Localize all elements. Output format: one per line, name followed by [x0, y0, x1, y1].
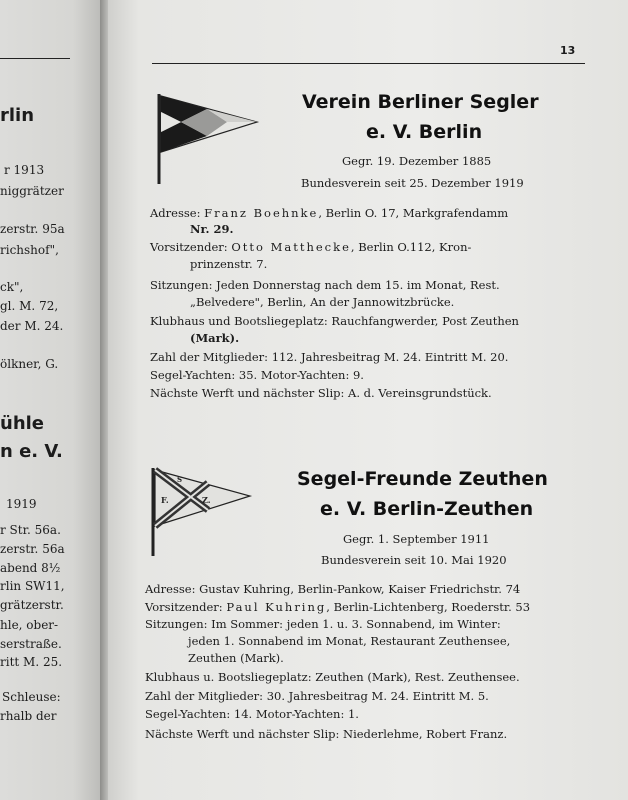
club-address-cont: Nr. 29.	[190, 222, 234, 236]
left-fragment: hle, ober-	[0, 618, 59, 632]
club-members: Zahl der Mitglieder: 112. Jahresbeitrag M. 24. Eintritt M. 20.	[150, 350, 509, 364]
club-pennant-icon	[155, 92, 261, 188]
left-fragment: 1919	[6, 497, 37, 511]
club-meetings: Sitzungen: Im Sommer: jeden 1. u. 3. Sonnabend, im Winter:	[145, 617, 501, 631]
left-fragment: Schleuse:	[2, 690, 61, 704]
club-clubhouse-cont: (Mark).	[190, 331, 240, 345]
club-founded: Gegr. 19. Dezember 1885	[342, 154, 492, 168]
left-fragment: rhalb der	[0, 709, 57, 723]
left-fragment: zerstr. 95a	[0, 222, 65, 236]
left-fragment: ritt M. 25.	[0, 655, 63, 669]
pennant-letter: Z.	[202, 495, 211, 505]
left-fragment: ölkner, G.	[0, 357, 59, 371]
club-shipyard: Nächste Werft und nächster Slip: Niederlehme, Robert Franz.	[145, 727, 508, 741]
pennant-letter: S	[177, 475, 183, 484]
left-fragment: abend 8½	[0, 561, 61, 575]
left-fragment: richshof",	[0, 243, 59, 257]
left-fragment: zerstr. 56a	[0, 542, 65, 556]
left-page	[0, 0, 104, 800]
club-clubhouse: Klubhaus u. Bootsliegeplatz: Zeuthen (Mark), Rest. Zeuthensee.	[145, 670, 520, 684]
club-meetings-cont: jeden 1. Sonnabend im Monat, Restaurant Zeuthensee,	[188, 634, 511, 648]
club-yachts: Segel-Yachten: 35. Motor-Yachten: 9.	[150, 368, 364, 382]
left-fragment: gl. M. 72,	[0, 299, 59, 313]
left-fragment: rlin SW11,	[0, 579, 65, 593]
left-header-rule	[0, 58, 70, 59]
left-fragment: rlin	[0, 105, 35, 126]
left-fragment: n e. V.	[0, 441, 63, 462]
club-yachts: Segel-Yachten: 14. Motor-Yachten: 1.	[145, 707, 359, 721]
club-name-suffix: e. V. Berlin	[366, 121, 483, 143]
left-fragment: r 1913	[4, 163, 45, 177]
club-name: Segel-Freunde Zeuthen	[297, 468, 548, 490]
left-fragment: ck",	[0, 280, 24, 294]
left-fragment: niggrätzer	[0, 184, 64, 198]
club-chairman-cont: prinzenstr. 7.	[190, 257, 268, 271]
club-chairman: Vorsitzender: Paul Kuhring, Berlin-Lichtenberg, Roederstr. 53	[145, 600, 531, 614]
club-meetings-cont: Zeuthen (Mark).	[188, 651, 284, 665]
club-founded: Gegr. 1. September 1911	[343, 532, 490, 546]
club-name: Verein Berliner Segler	[302, 91, 539, 113]
page-number: 13	[560, 44, 576, 57]
pennant-letter: F.	[161, 495, 169, 505]
header-rule	[152, 63, 585, 64]
club-chairman: Vorsitzender: Otto Matthecke, Berlin O.112, Kron-	[150, 240, 472, 254]
left-fragment: der M. 24.	[0, 319, 64, 333]
club-shipyard: Nächste Werft und nächster Slip: A. d. Vereinsgrundstück.	[150, 386, 492, 400]
left-fragment: grätzerstr.	[0, 598, 64, 612]
left-fragment: serstraße.	[0, 637, 62, 651]
left-fragment: ühle	[0, 413, 45, 434]
left-fragment: r Str. 56a.	[0, 523, 61, 537]
club-federation: Bundesverein seit 25. Dezember 1919	[301, 176, 524, 190]
club-federation: Bundesverein seit 10. Mai 1920	[321, 553, 507, 567]
club-meetings: Sitzungen: Jeden Donnerstag nach dem 15. im Monat, Rest.	[150, 278, 500, 292]
club-clubhouse: Klubhaus und Bootsliegeplatz: Rauchfangwerder, Post Zeuthen	[150, 314, 519, 328]
club-address: Adresse: Franz Boehnke, Berlin O. 17, Markgrafendamm	[150, 206, 509, 220]
club-address: Adresse: Gustav Kuhring, Berlin-Pankow, Kaiser Friedrichstr. 74	[145, 582, 521, 596]
club-name-suffix: e. V. Berlin-Zeuthen	[320, 498, 534, 520]
club-pennant-icon	[148, 466, 254, 558]
club-members: Zahl der Mitglieder: 30. Jahresbeitrag M. 24. Eintritt M. 5.	[145, 689, 489, 703]
club-meetings-cont: „Belvedere", Berlin, An der Jannowitzbrücke.	[190, 295, 455, 309]
